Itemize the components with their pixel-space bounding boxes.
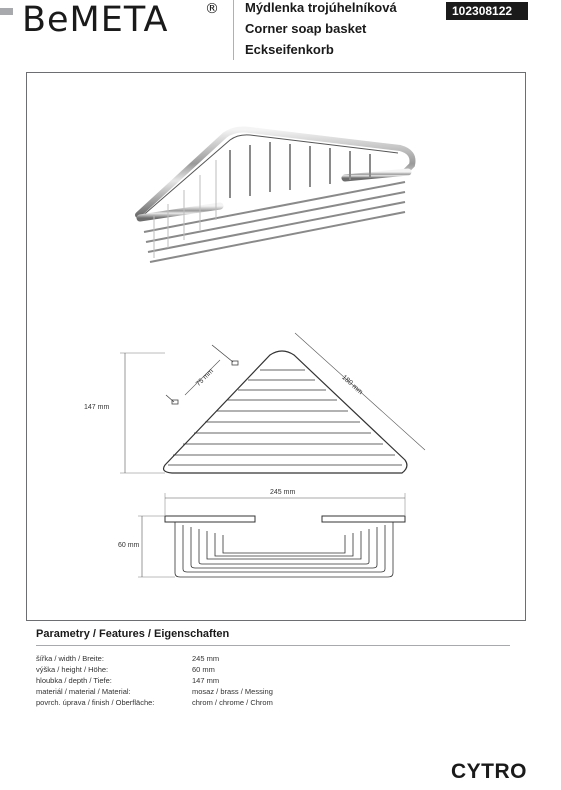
product-title-de: Eckseifenkorb	[245, 42, 334, 57]
product-illustration	[130, 120, 430, 280]
parameters-divider	[36, 645, 510, 646]
param-value: chrom / chrome / Chrom	[192, 698, 273, 707]
param-label: šířka / width / Breite:	[36, 654, 104, 663]
logo-mark	[0, 8, 13, 15]
param-label: materiál / material / Material:	[36, 687, 131, 696]
param-value: 147 mm	[192, 676, 220, 685]
registered-mark: ®	[205, 1, 219, 17]
front-view-drawing	[130, 485, 420, 585]
param-label: povrch. úprava / finish / Oberfläche:	[36, 698, 155, 707]
collection-name: CYTRO	[451, 760, 527, 783]
parameters-title: Parametry / Features / Eigenschaften	[36, 628, 230, 640]
dim-height-label: 60 mm	[118, 542, 140, 549]
param-value: 245 mm	[192, 654, 220, 663]
header-divider	[233, 0, 234, 60]
dim-short-side-label: 75 mm	[195, 367, 216, 388]
dim-long-side-label: 180 mm	[340, 374, 364, 397]
param-row	[36, 665, 506, 676]
dim-width-label: 245 mm	[270, 489, 296, 496]
product-title-cz: Mýdlenka trojúhelníková	[245, 0, 397, 15]
param-row	[36, 676, 506, 687]
param-label: hloubka / depth / Tiefe:	[36, 676, 112, 685]
param-value: mosaz / brass / Messing	[192, 687, 273, 696]
top-view-drawing	[90, 325, 450, 505]
product-title-en: Corner soap basket	[245, 21, 367, 36]
dim-depth-label: 147 mm	[84, 404, 110, 411]
param-value: 60 mm	[192, 665, 215, 674]
param-row	[36, 654, 506, 665]
param-row	[36, 687, 506, 698]
param-label: výška / height / Höhe:	[36, 665, 109, 674]
product-code: 102308122	[446, 2, 528, 20]
brand-logo: BeMETA	[22, 0, 169, 40]
param-row	[36, 698, 506, 709]
